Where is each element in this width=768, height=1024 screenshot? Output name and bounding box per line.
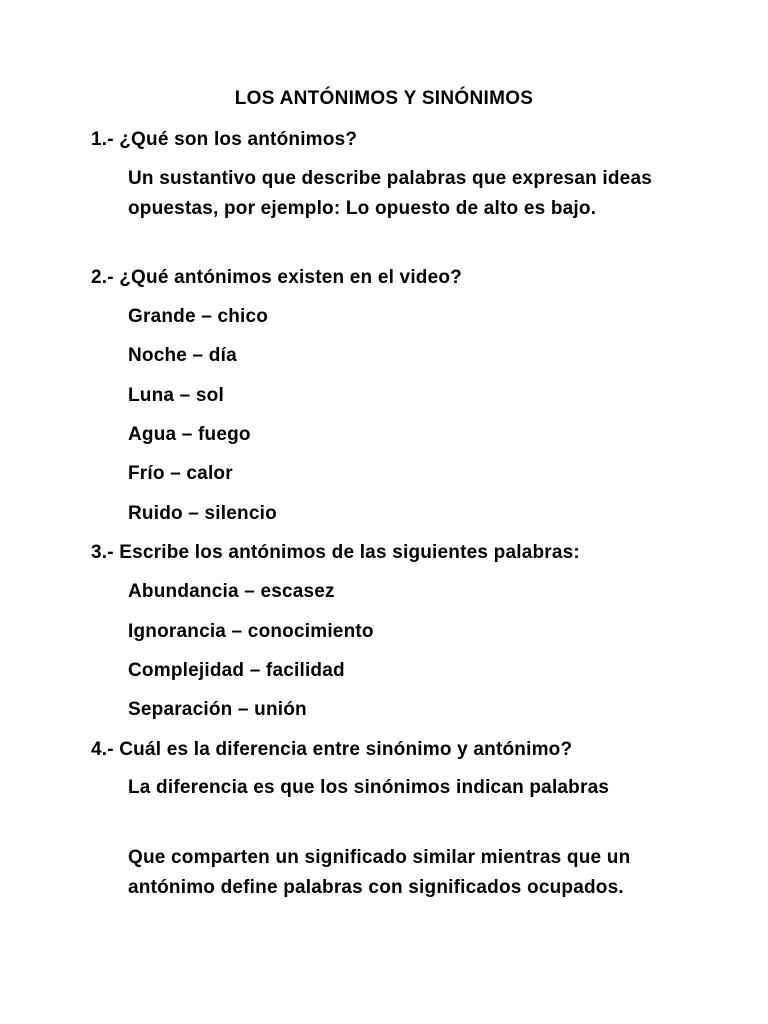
question-3: 3.- Escribe los antónimos de las siguientes palabras: <box>91 542 580 563</box>
question-1: 1.- ¿Qué son los antónimos? <box>91 129 358 150</box>
list-item: Noche – día <box>128 345 237 366</box>
document-title: LOS ANTÓNIMOS Y SINÓNIMOS <box>234 88 534 109</box>
list-item: Grande – chico <box>128 306 269 327</box>
list-item: Complejidad – facilidad <box>128 660 345 681</box>
list-item: Luna – sol <box>128 385 224 406</box>
list-item: Ruido – silencio <box>128 503 277 524</box>
question-4: 4.- Cuál es la diferencia entre sinónimo y antónimo? <box>91 739 573 760</box>
question-2: 2.- ¿Qué antónimos existen en el video? <box>91 267 462 288</box>
list-item: Abundancia – escasez <box>128 581 335 602</box>
answer-4-part-2: Que comparten un significado similar mientras que un antónimo define palabras con significados ocupados. <box>128 847 631 898</box>
list-item: Ignorancia – conocimiento <box>128 621 374 642</box>
list-item: Frío – calor <box>128 463 233 484</box>
answer-4-part-1: La diferencia es que los sinónimos indican palabras <box>128 777 610 798</box>
list-item: Separación – unión <box>128 699 307 720</box>
answer-1: Un sustantivo que describe palabras que expresan ideas opuestas, por ejemplo: Lo opuesto de alto es bajo. <box>128 168 652 219</box>
list-item: Agua – fuego <box>128 424 251 445</box>
